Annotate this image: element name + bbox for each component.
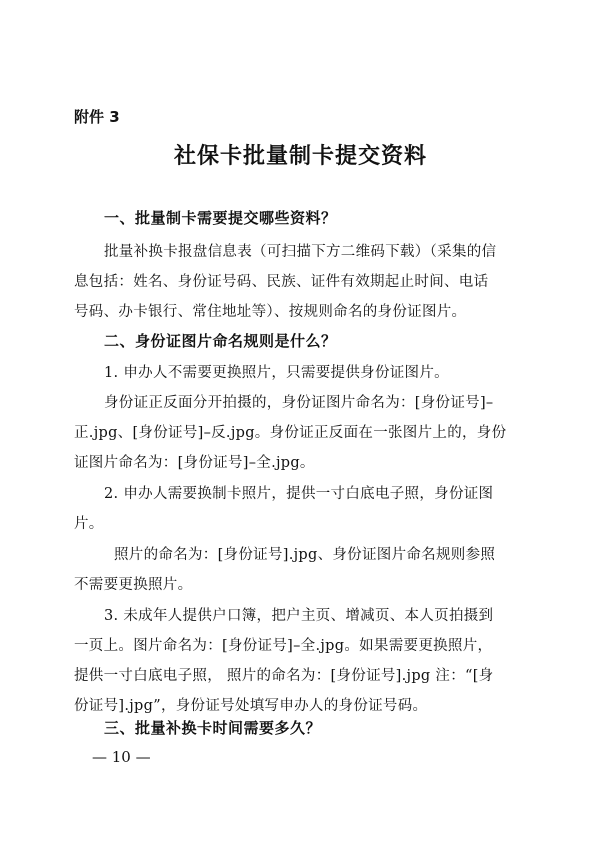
section-2-heading: 二、身份证图片命名规则是什么？ xyxy=(104,332,337,350)
section-1-line-1: 批量补换卡报盘信息表（可扫描下方二维码下载）（采集的信 xyxy=(104,244,497,260)
section-1-line-3: 号码、办卡银行、常住地址等）、按规则命名的身份证图片。 xyxy=(74,304,467,320)
section-2-line-10: 一页上。图片命名为：[身份证号]–全.jpg。如果需要更换照片， xyxy=(74,638,493,654)
section-2-line-4: 证图片命名为：[身份证号]–全.jpg。 xyxy=(74,455,315,471)
section-2-line-5: 2. 申办人需要换制卡照片，提供一寸白底电子照，身份证图 xyxy=(104,486,494,502)
section-2-line-12: 份证号].jpg”，身份证号处填写申办人的身份证号码。 xyxy=(74,698,428,714)
page-number: — 10 — xyxy=(92,748,151,766)
section-2-line-2: 身份证正反面分开拍摄的，身份证图片命名为：[身份证号]– xyxy=(104,395,494,411)
section-2-line-3: 正.jpg、[身份证号]–反.jpg。身份证正反面在一张图片上的，身份 xyxy=(74,425,507,441)
section-1-line-2: 息包括：姓名、身份证号码、民族、证件有效期起止时间、电话 xyxy=(74,274,489,290)
section-2-line-8: 不需要更换照片。 xyxy=(74,577,193,593)
attachment-label: 附件 3 xyxy=(74,108,120,126)
section-2-line-6: 片。 xyxy=(74,516,104,532)
section-2-line-11: 提供一寸白底电子照， 照片的命名为：[身份证号].jpg 注：“[身 xyxy=(74,668,494,684)
document-title: 社保卡批量制卡提交资料 xyxy=(173,144,427,169)
section-2-line-1: 1. 申办人不需要更换照片，只需要提供身份证图片。 xyxy=(104,365,449,381)
section-3-heading: 三、批量补换卡时间需要多久？ xyxy=(104,719,322,737)
section-2-line-9: 3. 未成年人提供户口簿，把户主页、增减页、本人页拍摄到 xyxy=(104,608,494,624)
section-1-heading: 一、批量制卡需要提交哪些资料？ xyxy=(104,209,337,227)
section-2-line-7: 照片的命名为：[身份证号].jpg、身份证图片命名规则参照 xyxy=(114,547,496,563)
